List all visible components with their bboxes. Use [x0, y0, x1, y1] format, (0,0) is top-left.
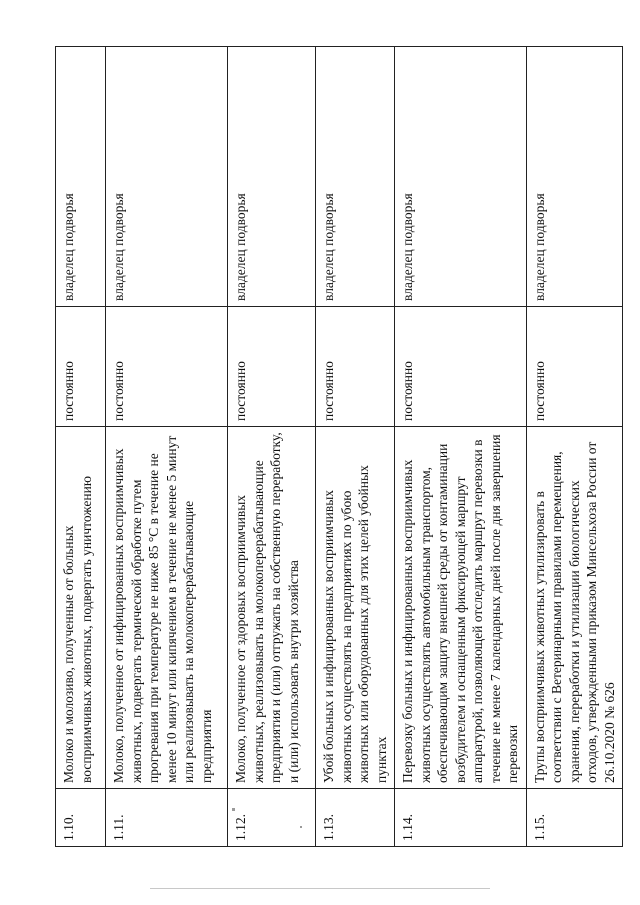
- row-term: постоянно: [56, 307, 106, 427]
- row-number: 1.13.: [316, 789, 395, 847]
- scan-artifact: [300, 826, 302, 828]
- row-term: постоянно: [526, 307, 623, 427]
- row-responsible: владелец подворья: [228, 47, 316, 307]
- row-responsible: владелец подворья: [316, 47, 395, 307]
- row-action: Трупы восприимчивых животных утилизировать в соответствии с Ветеринарными правилами перемещения, хранения, переработки и утилизации биологических отходов, утвержденными приказом Минсельхоза России от 26.10.2020 № 626: [526, 427, 623, 789]
- rotated-table-container: [55, 47, 617, 847]
- row-action: Молоко, полученное от здоровых восприимчивых животных, реализовывать на молокоперерабатывающие предприятия и (или) отгружать на собственную переработку, и (или) использовать внутри хозяйства: [228, 427, 316, 789]
- row-action: Перевозку больных и инфицированных восприимчивых животных осуществлять автомобильным транспортом, обеспечивающим защиту внешней среды от контаминации возбудителем и оснащенным фиксирующей маршрут аппаратурой, позволяющей отследить маршрут перевозки в течение не менее 7 календарных дней после дня завершения перевозки: [395, 427, 527, 789]
- row-number: 1.10.: [56, 789, 106, 847]
- row-term: постоянно: [106, 307, 228, 427]
- row-responsible: владелец подворья: [106, 47, 228, 307]
- row-number: 1.11.: [106, 789, 228, 847]
- row-action: Молоко и молозиво, полученные от больных восприимчивых животных, подвергать уничтожению: [56, 427, 106, 789]
- measures-table: [55, 46, 623, 847]
- table-row: [106, 47, 228, 847]
- scan-artifact: [232, 808, 235, 811]
- row-term: постоянно: [316, 307, 395, 427]
- table-row: [316, 47, 395, 847]
- table-row: [56, 47, 106, 847]
- table-row: [228, 47, 316, 847]
- row-term: постоянно: [395, 307, 527, 427]
- scan-artifact: [150, 888, 490, 889]
- row-responsible: владелец подворья: [56, 47, 106, 307]
- row-action: Молоко, полученное от инфицированных восприимчивых животных, подвергать термической обработке путем прогревания при температуре не ниже 85 °С в течение не менее 10 минут или кипячением в течение не менее 5 минут или реализовывать на молокоперерабатывающие предприятия: [106, 427, 228, 789]
- row-action: Убой больных и инфицированных восприимчивых животных осуществлять на предприятиях по убою животных или оборудованных для этих целей убойных пунктах: [316, 427, 395, 789]
- row-number: 1.14.: [395, 789, 527, 847]
- row-responsible: владелец подворья: [395, 47, 527, 307]
- row-number: 1.15.: [526, 789, 623, 847]
- row-number: 1.12.: [228, 789, 316, 847]
- row-term: постоянно: [228, 307, 316, 427]
- row-responsible: владелец подворья: [526, 47, 623, 307]
- table-row: [526, 47, 623, 847]
- table-row: [395, 47, 527, 847]
